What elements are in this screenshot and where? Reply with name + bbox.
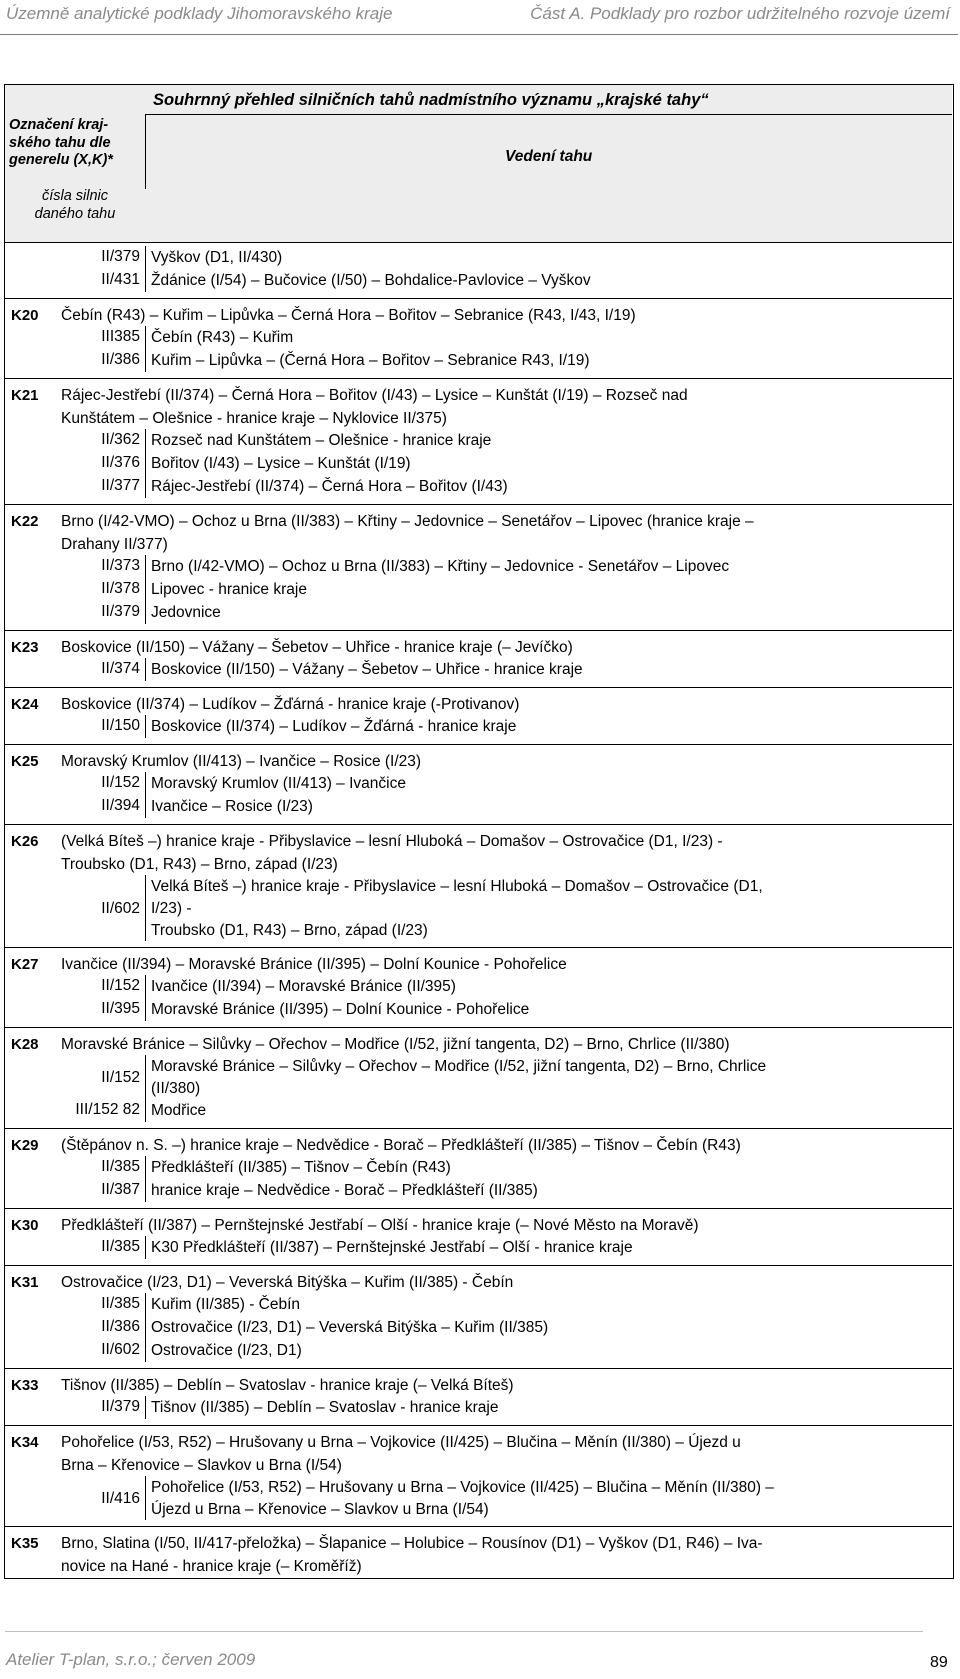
road-code: K30 bbox=[11, 1217, 39, 1234]
column-divider bbox=[145, 975, 146, 998]
road-code: K35 bbox=[11, 1535, 39, 1552]
roads-table bbox=[4, 84, 954, 1579]
group-separator bbox=[5, 298, 952, 299]
group-separator bbox=[5, 824, 952, 825]
road-number: II/385 bbox=[101, 1295, 140, 1312]
column-divider bbox=[145, 429, 146, 452]
main-route-line: Brno, Slatina (I/50, II/417-přeložka) – Šlapanice – Holubice – Rousínov (D1) – Vyškov (D1, R46) – Iva- bbox=[61, 1535, 763, 1552]
road-code: K34 bbox=[11, 1434, 39, 1451]
header-rule bbox=[0, 34, 958, 35]
group-separator bbox=[5, 1208, 952, 1209]
road-number: II/386 bbox=[101, 351, 140, 368]
column-divider bbox=[145, 772, 146, 795]
road-route-line: I/23) - bbox=[151, 900, 192, 917]
road-number: II/362 bbox=[101, 431, 140, 448]
road-route-line: Boskovice (II/374) – Ludíkov – Žďárná - hranice kraje bbox=[151, 718, 517, 735]
column-divider bbox=[145, 349, 146, 372]
col1-header-line: Označení kraj- bbox=[9, 117, 109, 133]
road-route-line: (II/380) bbox=[151, 1080, 201, 1097]
col1-subheader-line: daného tahu bbox=[34, 206, 116, 222]
column-divider bbox=[145, 795, 146, 818]
main-route-line: Brno (I/42-VMO) – Ochoz u Brna (II/383) – Křtiny – Jedovnice – Senetářov – Lipovec (hranice kraje – bbox=[61, 513, 754, 530]
road-route-line: Lipovec - hranice kraje bbox=[151, 581, 307, 598]
road-route-line: Kuřim – Lipůvka – (Černá Hora – Bořitov – Sebranice R43, I/19) bbox=[151, 352, 590, 369]
road-route-line: Bořitov (I/43) – Lysice – Kunštát (I/19) bbox=[151, 455, 411, 472]
header-inner-rule bbox=[145, 114, 952, 115]
road-number: II/387 bbox=[101, 1181, 140, 1198]
road-code: K25 bbox=[11, 753, 39, 770]
col2-header: Vedení tahu bbox=[505, 148, 593, 165]
header-col-divider bbox=[145, 114, 146, 189]
group-separator bbox=[5, 1425, 952, 1426]
road-route-line: Ivančice (II/394) – Moravské Bránice (II/395) bbox=[151, 978, 456, 995]
column-divider bbox=[145, 326, 146, 349]
group-separator bbox=[5, 744, 952, 745]
road-number: III/152 82 bbox=[75, 1101, 140, 1118]
road-number: II/385 bbox=[101, 1238, 140, 1255]
main-route-line: (Velká Bíteš –) hranice kraje - Přibyslavice – lesní Hluboká – Domašov – Ostrovačice (D1, I/23) - bbox=[61, 833, 723, 850]
road-route-line: Moravský Krumlov (II/413) – Ivančice bbox=[151, 775, 406, 792]
road-route-line: Ivančice – Rosice (I/23) bbox=[151, 798, 313, 815]
road-route-line: Modřice bbox=[151, 1102, 207, 1119]
road-route: Vyškov (D1, II/430) bbox=[151, 249, 283, 266]
group-separator bbox=[5, 504, 952, 505]
page-header bbox=[0, 0, 960, 44]
group-separator bbox=[5, 1027, 952, 1028]
road-route-line: hranice kraje – Nedvědice - Borač – Předklášteří (II/385) bbox=[151, 1182, 538, 1199]
table-header bbox=[5, 85, 952, 243]
road-route-line: Boskovice (II/150) – Vážany – Šebetov – Uhřice - hranice kraje bbox=[151, 661, 583, 678]
main-route-line: Čebín (R43) – Kuřim – Lipůvka – Černá Hora – Bořitov – Sebranice (R43, I/43, I/19) bbox=[61, 307, 636, 324]
main-route-line: Kunštátem – Olešnice - hranice kraje – Nyklovice II/375) bbox=[61, 410, 447, 427]
road-number: III385 bbox=[101, 328, 140, 345]
col1-header-line: generelu (X,K)* bbox=[9, 152, 113, 168]
road-number: II/416 bbox=[101, 1490, 140, 1507]
column-divider bbox=[145, 269, 146, 292]
column-divider bbox=[145, 715, 146, 738]
main-route-line: Troubsko (D1, R43) – Brno, západ (I/23) bbox=[61, 856, 338, 873]
road-number: II/152 bbox=[101, 977, 140, 994]
road-code: K24 bbox=[11, 696, 39, 713]
column-divider bbox=[145, 1316, 146, 1339]
main-route-line: novice na Hané - hranice kraje (– Kroměříž) bbox=[61, 1558, 362, 1575]
group-separator bbox=[5, 630, 952, 631]
road-code: K27 bbox=[11, 956, 39, 973]
group-separator bbox=[5, 378, 952, 379]
road-route-line: Pohořelice (I/53, R52) – Hrušovany u Brna – Vojkovice (II/425) – Blučina – Měnín (II/380) – bbox=[151, 1479, 774, 1496]
header-left: Územně analytické podklady Jihomoravského kraje bbox=[6, 4, 393, 23]
col1-header-line: ského tahu dle bbox=[9, 134, 111, 151]
group-separator bbox=[5, 1526, 952, 1527]
main-route-line: Pohořelice (I/53, R52) – Hrušovany u Brna – Vojkovice (II/425) – Blučina – Měnín (II/380) – Újezd u bbox=[61, 1434, 741, 1451]
road-route-line: Ostrovačice (I/23, D1) – Veverská Bitýška – Kuřim (II/385) bbox=[151, 1319, 549, 1336]
road-code: K22 bbox=[11, 513, 39, 530]
road-code: K31 bbox=[11, 1274, 39, 1291]
main-route-line: Drahany II/377) bbox=[61, 536, 168, 553]
main-route-line: Boskovice (II/150) – Vážany – Šebetov – Uhřice - hranice kraje (– Jevíčko) bbox=[61, 639, 573, 656]
road-code: K26 bbox=[11, 833, 39, 850]
road-number: II/373 bbox=[101, 557, 140, 574]
column-divider bbox=[145, 1099, 146, 1122]
main-route-line: (Štěpánov n. S. –) hranice kraje – Nedvědice - Borač – Předklášteří (II/385) – Tišnov – Čebín (R43) bbox=[61, 1137, 741, 1154]
road-number: II/374 bbox=[101, 660, 140, 677]
road-code: K20 bbox=[11, 307, 39, 324]
road-code: K33 bbox=[11, 1377, 39, 1394]
road-number: II/379 bbox=[101, 603, 140, 620]
road-number: II/395 bbox=[101, 1000, 140, 1017]
road-number: II/394 bbox=[101, 797, 140, 814]
group-separator bbox=[5, 1265, 952, 1266]
column-divider bbox=[145, 1179, 146, 1202]
road-number: II/377 bbox=[101, 477, 140, 494]
column-divider bbox=[145, 1293, 146, 1316]
page-number: 89 bbox=[930, 1654, 948, 1671]
col1-header bbox=[9, 117, 144, 170]
group-separator bbox=[5, 1128, 952, 1129]
road-number: II/602 bbox=[101, 1341, 140, 1358]
road-route-line: Tišnov (II/385) – Deblín – Svatoslav - hranice kraje bbox=[151, 1399, 499, 1416]
road-route-line: Kuřim (II/385) - Čebín bbox=[151, 1296, 301, 1313]
road-number: II/385 bbox=[101, 1158, 140, 1175]
main-route-line: Ivančice (II/394) – Moravské Bránice (II/395) – Dolní Kounice - Pohořelice bbox=[61, 956, 567, 973]
column-divider bbox=[145, 246, 146, 269]
road-code: K21 bbox=[11, 387, 39, 404]
road-code: K28 bbox=[11, 1036, 39, 1053]
road-number: II/378 bbox=[101, 580, 140, 597]
column-divider bbox=[145, 1396, 146, 1419]
road-number: II/379 bbox=[101, 1398, 140, 1415]
column-divider bbox=[145, 658, 146, 681]
group-separator bbox=[5, 687, 952, 688]
main-route-line: Rájec-Jestřebí (II/374) – Černá Hora – Bořitov (I/43) – Lysice – Kunštát (I/19) – Rozseč nad bbox=[61, 387, 688, 404]
road-code: K29 bbox=[11, 1137, 39, 1154]
road-route-line: Jedovnice bbox=[151, 604, 221, 621]
main-route-line: Ostrovačice (I/23, D1) – Veverská Bitýška – Kuřim (II/385) - Čebín bbox=[61, 1274, 514, 1291]
column-divider bbox=[145, 601, 146, 624]
road-route-line: K30 Předklášteří (II/387) – Pernštejnské Jestřabí – Olší - hranice kraje bbox=[151, 1239, 633, 1256]
road-route-line: Moravské Bránice (II/395) – Dolní Kounice - Pohořelice bbox=[151, 1001, 530, 1018]
road-route-line: Ostrovačice (I/23, D1) bbox=[151, 1342, 302, 1359]
column-divider bbox=[145, 578, 146, 601]
road-number: II/386 bbox=[101, 1318, 140, 1335]
footer-left: Atelier T-plan, s.r.o.; červen 2009 bbox=[6, 1650, 256, 1669]
main-route-line: Předklášteří (II/387) – Pernštejnské Jestřabí – Olší - hranice kraje (– Nové Město na Moravě) bbox=[61, 1217, 699, 1234]
road-route-line: Újezd u Brna – Křenovice – Slavkov u Brna (I/54) bbox=[151, 1501, 489, 1518]
road-route-line: Brno (I/42-VMO) – Ochoz u Brna (II/383) – Křtiny – Jedovnice - Senetářov – Lipovec bbox=[151, 558, 730, 575]
column-divider bbox=[145, 475, 146, 498]
column-divider bbox=[145, 555, 146, 578]
table-title: Souhrnný přehled silničních tahů nadmístního významu „krajské tahy“ bbox=[153, 91, 709, 109]
column-divider bbox=[145, 1339, 146, 1362]
column-divider bbox=[145, 1476, 146, 1520]
road-route-line: Čebín (R43) – Kuřim bbox=[151, 329, 294, 346]
main-route-line: Boskovice (II/374) – Ludíkov – Žďárná - hranice kraje (-Protivanov) bbox=[61, 696, 520, 713]
road-number: II/150 bbox=[101, 717, 140, 734]
road-number: II/152 bbox=[101, 774, 140, 791]
road-route-line: Troubsko (D1, R43) – Brno, západ (I/23) bbox=[151, 922, 428, 939]
group-separator bbox=[5, 947, 952, 948]
header-right: Část A. Podklady pro rozbor udržitelného rozvoje území bbox=[530, 4, 950, 23]
road-number: II/431 bbox=[101, 271, 140, 288]
road-route-line: Rozseč nad Kunštátem – Olešnice - hranice kraje bbox=[151, 432, 492, 449]
road-route-line: Předklášteří (II/385) – Tišnov – Čebín (R43) bbox=[151, 1159, 451, 1176]
road-number: II/152 bbox=[101, 1069, 140, 1086]
column-divider bbox=[145, 1156, 146, 1179]
road-number: II/379 bbox=[101, 248, 140, 265]
column-divider bbox=[145, 875, 146, 941]
road-route: Ždánice (I/54) – Bučovice (I/50) – Bohdalice-Pavlovice – Vyškov bbox=[151, 272, 591, 289]
road-code: K23 bbox=[11, 639, 39, 656]
column-divider bbox=[145, 998, 146, 1021]
road-route-line: Velká Bíteš –) hranice kraje - Přibyslavice – lesní Hluboká – Domašov – Ostrovačice (D1, bbox=[151, 878, 763, 895]
road-number: II/376 bbox=[101, 454, 140, 471]
col1-subheader-line: čísla silnic bbox=[41, 188, 109, 204]
main-route-line: Moravský Krumlov (II/413) – Ivančice – Rosice (I/23) bbox=[61, 753, 422, 770]
road-route-line: Moravské Bránice – Silůvky – Ořechov – Modřice (I/52, jižní tangenta, D2) – Brno, Chrlice bbox=[151, 1058, 767, 1075]
column-divider bbox=[145, 452, 146, 475]
column-divider bbox=[145, 1236, 146, 1259]
road-number: II/602 bbox=[101, 900, 140, 917]
column-divider bbox=[145, 1055, 146, 1099]
road-route-line: Rájec-Jestřebí (II/374) – Černá Hora – Bořitov (I/43) bbox=[151, 478, 508, 495]
main-route-line: Moravské Bránice – Silůvky – Ořechov – Modřice (I/52, jižní tangenta, D2) – Brno, Chrlice (II/380) bbox=[61, 1036, 730, 1053]
group-separator bbox=[5, 1368, 952, 1369]
main-route-line: Brna – Křenovice – Slavkov u Brna (I/54) bbox=[61, 1457, 342, 1474]
main-route-line: Tišnov (II/385) – Deblín – Svatoslav - hranice kraje (– Velká Bíteš) bbox=[61, 1377, 514, 1394]
footer-rule bbox=[5, 1631, 923, 1632]
